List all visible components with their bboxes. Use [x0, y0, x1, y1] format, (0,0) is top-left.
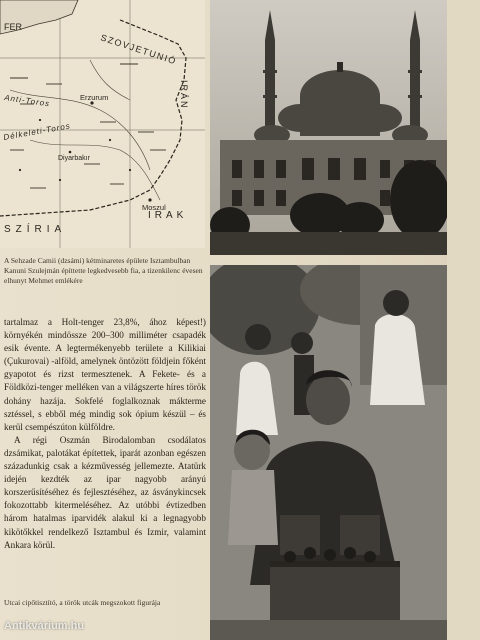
- shoeshiner-illustration: [210, 265, 447, 640]
- map-label-szovjetunio: SZOVJETUNIÓ: [99, 32, 179, 67]
- map-label-irak: IRAK: [148, 210, 188, 221]
- mosque-illustration: [210, 0, 447, 255]
- watermark: Antikvárium.hu: [4, 620, 85, 632]
- map-label-moszul: Moszul: [142, 203, 166, 212]
- map-label-sziria: SZÍRIA: [4, 224, 67, 235]
- map-label-toros-a: Anti-Toros: [3, 93, 51, 109]
- map-label-iran: IRÁN: [179, 80, 189, 110]
- paragraph-1: tartalmaz a Holt-tenger 23,8%, ához képest!) környékén mindössze 200–300 milliméter csapadék esik évente. A legtermékenyebb területe a Kilikiai (Çukurovai) -alföld, amelynek öntözött földjein főként gyapotot és rizst termesztenek. A Fekete- és a Földközi-tenger melléken van a világszerte híres török dohány hazája. Sokfelé foglalkoznak mákterme sztéssel, s ebből még mindig sok ópium készül – és kerül csempészúton külföldre.: [4, 317, 206, 432]
- caption-mosque: A Sehzade Camii (dzsámi) kétminaretes épülete Isztambulban Kanuni Szulejmán építtette legkedvesebb fia, a tizenkilenc évesen elhunyt Mehmet emlékére: [4, 256, 203, 285]
- paragraph-2: A régi Oszmán Birodalomban csodálatos dzsámikat, palotákat építettek, iparát azonban egészen századunkig csak a kézművesség jellemezte. Atatürk idején kezdték az ipar nagyobb arányú korszerűsítéséhez és fejlesztéséhez, az ásványkincsek fokozottabb kitermeléséhez. Az utóbbi évtizedben három hatalmas iparvidék alakul ki a legnagyobb kikötőkkel rendelkező Isztambul és Izmir, valamint Ankara körül.: [4, 434, 206, 550]
- caption-shoeshiner: Utcai cipőtisztító, a török utcák megszokott figurája: [4, 598, 161, 607]
- mosque-photo: [210, 0, 447, 255]
- page-margin: [447, 0, 480, 640]
- map-graphic: [0, 0, 205, 248]
- map-label-diyarbakir: Diyarbakır: [58, 155, 90, 162]
- map-label-fer: FER: [4, 22, 22, 32]
- map-label-toros-b: Délkeleti-Toros: [2, 121, 72, 142]
- article-body: [4, 316, 206, 552]
- map-label-erzurum: Erzurum: [80, 93, 109, 102]
- shoeshiner-photo: [210, 265, 447, 640]
- turkey-map: [0, 0, 205, 248]
